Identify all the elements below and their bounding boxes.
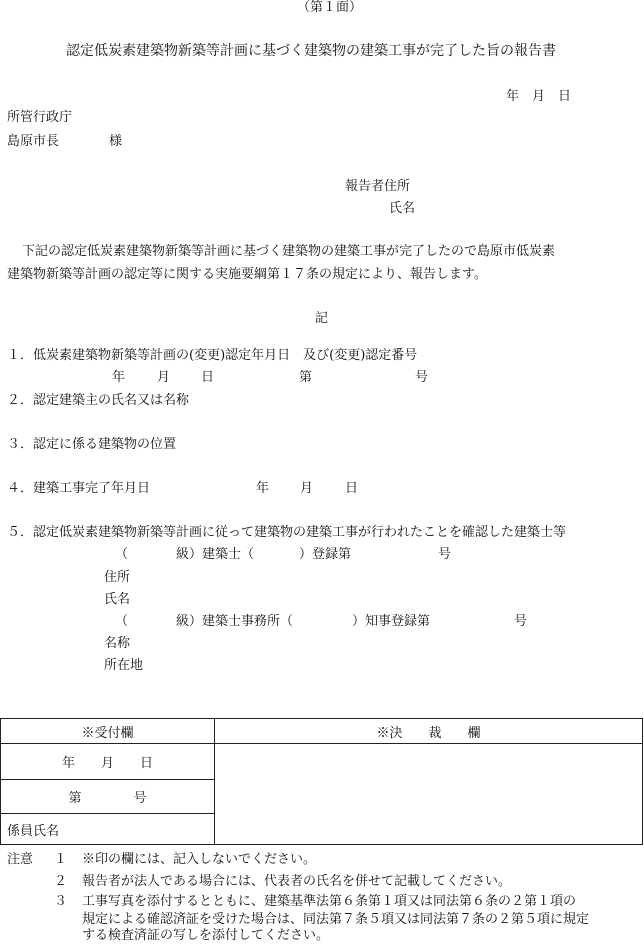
item-5-label: ５．認定低炭素建築物新築等計画に従って建築物の建築工事が行われたことを確認した建築士等 — [7, 525, 567, 540]
note-3-number: ３ — [54, 894, 68, 909]
office-open: （ — [115, 614, 129, 629]
reporter-name-label: 氏名 — [389, 201, 416, 216]
item-1-day: 日 — [201, 370, 215, 385]
note-3-line-2: 規定による確認済証を受けた場合は、同法第７条５項又は同法第７条の２第５項に規定 — [82, 912, 590, 927]
body-line-1: 下記の認定低炭素建築物新築等計画に基づく建築物の建築工事が完了したので島原市低炭素 — [22, 244, 556, 259]
item-4-label: ４．建築工事完了年月日 — [7, 481, 151, 496]
item-1-year: 年 — [112, 370, 126, 385]
item-1-gou: 号 — [415, 370, 429, 385]
page-label: （第１面） — [297, 0, 363, 15]
reception-date-cell: 年 月 日 — [1, 744, 215, 780]
item-2-label: ２．認定建築主の氏名又は名称 — [7, 393, 190, 408]
architect-gou: 号 — [438, 547, 452, 562]
reception-header: ※受付欄 — [1, 719, 215, 744]
architect-grade: 級）建築士（ — [176, 547, 255, 562]
note-2-number: ２ — [54, 874, 68, 889]
report-title: 認定低炭素建築物新築等計画に基づく建築物の建築工事が完了した旨の報告書 — [66, 43, 556, 59]
note-1: ※印の欄には、記入しないでください。 — [82, 852, 317, 867]
architect-address: 住所 — [104, 570, 131, 585]
reporter-address-label: 報告者住所 — [345, 179, 411, 194]
note-1-number: １ — [54, 852, 68, 867]
item-1-label: １．低炭素建築物新築等計画の(変更)認定年月日 及び(変更)認定番号 — [7, 348, 418, 363]
note-3-line-1: 工事写真を添付するとともに、建築基準法第６条第１項又は同法第６条の２第１項の — [82, 894, 577, 909]
item-4-day: 日 — [345, 481, 359, 496]
architect-name: 氏名 — [104, 592, 131, 607]
reception-number-cell: 第 号 — [1, 780, 215, 814]
office-grade: 級）建築士事務所（ — [176, 614, 294, 629]
table-header-row — [1, 719, 643, 744]
item-1-month: 月 — [157, 370, 171, 385]
item-3-label: ３．認定に係る建築物の位置 — [7, 437, 177, 452]
body-line-2: 建築物新築等計画の認定等に関する実施要綱第１７条の規定により、報告します。 — [7, 267, 487, 282]
staff-name-cell: 係員氏名 — [1, 814, 215, 845]
decision-cell — [215, 744, 643, 845]
ki-heading: 記 — [315, 311, 329, 326]
item-4-year: 年 — [256, 481, 270, 496]
office-close: ）知事登録第 — [352, 614, 431, 629]
decision-header: ※決 裁 欄 — [215, 719, 643, 744]
office-name: 名称 — [104, 636, 131, 651]
addressee-honorific: 様 — [109, 134, 123, 149]
office-location: 所在地 — [104, 658, 144, 673]
office-gou: 号 — [514, 614, 528, 629]
reception-table — [0, 718, 643, 845]
architect-open: （ — [115, 547, 129, 562]
addressee-mayor: 島原市長 — [7, 134, 60, 149]
note-2: 報告者が法人である場合には、代表者の氏名を併せて記載してください。 — [82, 874, 512, 889]
note-3-line-3: する検査済証の写しを添付してください。 — [82, 928, 330, 943]
architect-close: ）登録第 — [299, 547, 352, 562]
table-row — [1, 744, 643, 780]
addressee-office: 所管行政庁 — [7, 110, 73, 125]
item-1-dai: 第 — [299, 370, 313, 385]
notes-label: 注意 — [7, 852, 34, 867]
date-line: 年 月 日 — [506, 89, 572, 104]
item-4-month: 月 — [300, 481, 314, 496]
